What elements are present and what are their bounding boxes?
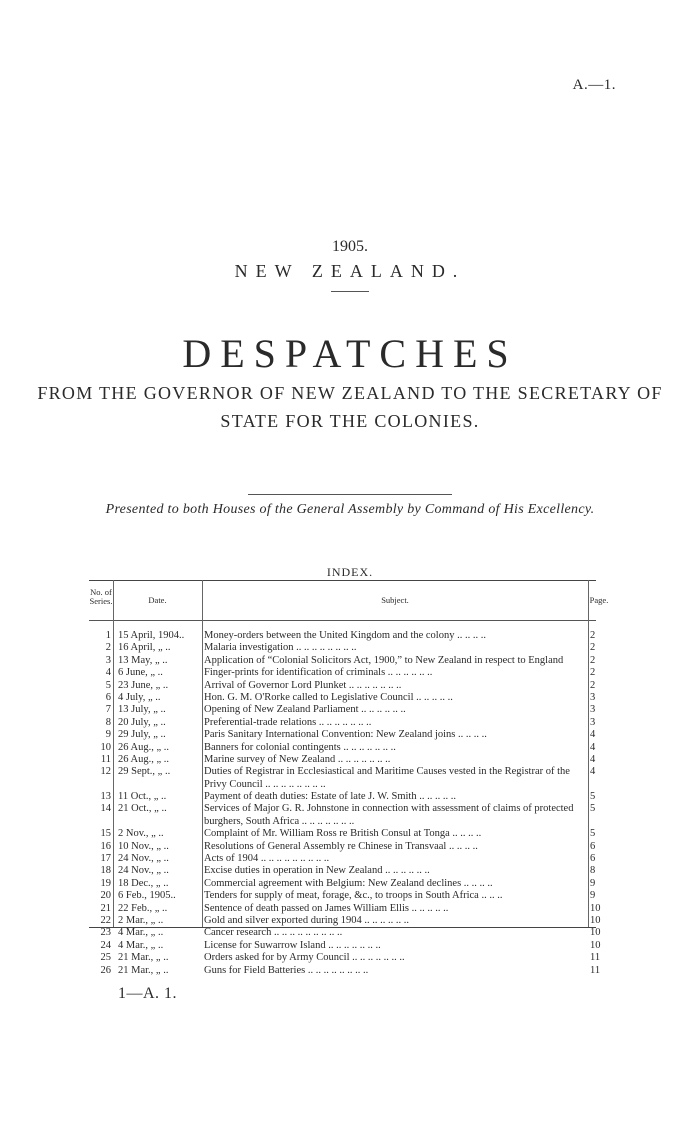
row-page: 3: [590, 704, 596, 716]
row-page: 4: [590, 766, 596, 778]
row-date: 21 Oct., „ ..: [118, 803, 167, 815]
table-header-rule: [89, 620, 596, 621]
row-page: 2: [590, 630, 596, 641]
row-date: 24 Nov., „ ..: [118, 853, 169, 865]
table-row: [89, 878, 596, 890]
row-page: 10: [590, 902, 601, 914]
table-row: [89, 630, 596, 642]
row-subject: Guns for Field Batteries .. .. .. .. .. .. .. ..: [204, 964, 369, 976]
column-header-date: Date.: [148, 595, 167, 605]
row-page: 2: [590, 654, 596, 666]
row-date: 22 Feb., „ ..: [118, 902, 168, 914]
table-row: [89, 692, 596, 704]
row-subject: Paris Sanitary International Convention: New Zealand joins .. .. .. ..: [204, 729, 487, 741]
row-subject: Payment of death duties: Estate of late J. W. Smith .. .. .. .. ..: [204, 791, 456, 803]
table-row: [89, 964, 601, 977]
table-top-rule: [89, 580, 596, 581]
subtitle-line-1: FROM THE GOVERNOR OF NEW ZEALAND TO THE SECRETARY OF: [37, 383, 663, 403]
row-date: 23 June, „ ..: [118, 679, 169, 691]
table-row: [89, 717, 596, 729]
row-date: 10 Nov., „ ..: [118, 840, 169, 852]
row-number: 19: [100, 877, 111, 889]
row-page: 6: [590, 853, 596, 865]
row-subject: Marine survey of New Zealand .. .. .. .. .. .. ..: [204, 753, 391, 765]
row-number: 22: [100, 915, 111, 927]
short-divider: [331, 291, 369, 292]
row-date: 4 Mar., „ ..: [118, 939, 164, 951]
row-number: 21: [100, 902, 111, 914]
row-date: 21 Mar., „ ..: [118, 952, 169, 964]
document-reference: A.—1.: [572, 77, 616, 93]
row-date: 15 April, 1904..: [118, 630, 185, 641]
row-subject: Sentence of death passed on James William Ellis .. .. .. .. ..: [204, 902, 449, 914]
row-number: 3: [105, 654, 111, 666]
row-number: 4: [105, 667, 111, 679]
row-subject: Tenders for supply of meat, forage, &c., to troops in South Africa .. .. ..: [204, 890, 503, 902]
row-page: 2: [590, 679, 596, 691]
row-number: 12: [100, 766, 111, 778]
row-subject: Gold and silver exported during 1904 .. .. .. .. .. ..: [204, 915, 410, 927]
row-page: 11: [590, 952, 601, 964]
row-subject: Hon. G. M. O'Rorke called to Legislative Council .. .. .. .. ..: [204, 691, 453, 703]
row-page: 5: [590, 828, 596, 840]
table-row: [89, 680, 596, 692]
row-number: 20: [100, 890, 111, 902]
table-row: [89, 939, 601, 952]
index-rows: [89, 630, 601, 977]
index-heading: INDEX.: [326, 565, 374, 579]
row-page: 9: [590, 877, 596, 889]
row-date: 24 Nov., „ ..: [118, 865, 169, 877]
table-row: [89, 927, 601, 939]
row-subject: Commercial agreement with Belgium: New Zealand declines .. .. .. ..: [204, 877, 493, 889]
row-number: 10: [100, 741, 111, 753]
row-subject: Banners for colonial contingents .. .. .. .. .. .. ..: [204, 741, 396, 753]
row-subject: Orders asked for by Army Council .. .. .. .. .. .. ..: [204, 952, 405, 964]
row-date: 2 Mar., „ ..: [118, 915, 164, 927]
row-date: 29 July, „ ..: [118, 729, 166, 741]
row-number: 16: [100, 840, 111, 852]
row-number: 1: [105, 630, 111, 641]
row-date: 11 Oct., „ ..: [118, 791, 167, 803]
row-page: 10: [590, 915, 601, 927]
row-page: 5: [590, 791, 596, 803]
row-subject: Money-orders between the United Kingdom and the colony .. .. .. ..: [204, 630, 486, 641]
row-date: 16 April, „ ..: [118, 642, 171, 654]
row-date: 29 Sept., „ ..: [118, 766, 171, 778]
table-row: [89, 655, 596, 667]
subtitle-line-2: STATE FOR THE COLONIES.: [220, 411, 480, 431]
year: 1905.: [332, 238, 368, 255]
table-row: [89, 791, 596, 803]
table-row: [89, 841, 596, 853]
row-number: 6: [105, 691, 111, 703]
row-page: 5: [590, 803, 596, 815]
table-row: [89, 915, 601, 927]
row-number: 23: [100, 927, 111, 939]
row-subject: Application of “Colonial Solicitors Act, 1900,” to New Zealand in respect to England: [204, 654, 564, 666]
row-subject: Services of Major G. R. Johnstone in connection with assessment of claims of protected burghers, South Africa .. .. .. .. .. .. ..: [204, 803, 574, 827]
table-row: [89, 754, 596, 766]
table-row: [89, 890, 596, 902]
row-subject: Opening of New Zealand Parliament .. .. .. .. .. ..: [204, 704, 406, 716]
row-page: 6: [590, 840, 596, 852]
table-row: [89, 865, 596, 877]
row-date: 20 July, „ ..: [118, 716, 166, 728]
table-row: [89, 766, 596, 791]
column-header-no: No. of Series.: [89, 587, 113, 606]
row-page: 3: [590, 716, 596, 728]
table-row: [89, 803, 596, 828]
footer-reference: 1—A. 1.: [118, 985, 178, 1002]
row-number: 2: [105, 642, 111, 654]
row-number: 7: [105, 704, 111, 716]
row-page: 2: [590, 667, 596, 679]
row-date: 13 July, „ ..: [118, 704, 166, 716]
row-number: 17: [100, 853, 111, 865]
row-number: 24: [100, 939, 111, 951]
index-table: [89, 580, 609, 976]
row-date: 21 Mar., „ ..: [118, 964, 169, 976]
row-number: 8: [105, 716, 111, 728]
row-subject: Acts of 1904 .. .. .. .. .. .. .. .. ..: [204, 853, 330, 865]
row-subject: Finger-prints for identification of criminals .. .. .. .. .. ..: [204, 667, 433, 679]
row-date: 6 June, „ ..: [118, 667, 163, 679]
presented-line: Presented to both Houses of the General Assembly by Command of His Excellency.: [105, 502, 595, 517]
row-subject: Preferential-trade relations .. .. .. .. .. .. ..: [204, 716, 372, 728]
row-number: 14: [100, 803, 111, 815]
row-number: 15: [100, 828, 111, 840]
table-row: [89, 828, 596, 840]
row-page: 8: [590, 865, 596, 877]
row-number: 5: [105, 679, 111, 691]
row-page: 4: [590, 729, 596, 741]
row-number: 9: [105, 729, 111, 741]
row-page: 11: [590, 964, 601, 976]
table-row: [89, 642, 596, 654]
row-number: 18: [100, 865, 111, 877]
table-row: [89, 667, 596, 679]
column-header-subject: Subject.: [381, 595, 409, 605]
row-date: 4 July, „ ..: [118, 691, 161, 703]
row-subject: Resolutions of General Assembly re Chinese in Transvaal .. .. .. ..: [204, 840, 478, 852]
table-row: [89, 853, 596, 865]
row-page: 10: [590, 939, 601, 951]
row-date: 26 Aug., „ ..: [118, 741, 170, 753]
row-subject: Duties of Registrar in Ecclesiastical and Maritime Causes vested in the Registrar of the Privy Council .. .. .. .. .. .. .. ..: [204, 766, 570, 790]
row-date: 4 Mar., „ ..: [118, 927, 164, 939]
row-page: 3: [590, 691, 596, 703]
long-divider: [248, 494, 452, 495]
row-page: 4: [590, 741, 596, 753]
document-title: DESPATCHES: [182, 331, 518, 376]
row-subject: Excise duties in operation in New Zealand .. .. .. .. .. ..: [204, 865, 430, 877]
row-date: 6 Feb., 1905..: [118, 890, 176, 902]
country: NEW ZEALAND.: [234, 261, 466, 281]
table-row: [89, 704, 596, 716]
row-page: 9: [590, 890, 596, 902]
table-row: [89, 729, 596, 741]
column-header-page: Page.: [589, 595, 609, 605]
row-page: 4: [590, 753, 596, 765]
row-subject: License for Suwarrow Island .. .. .. .. .. .. ..: [204, 939, 381, 951]
row-date: 18 Dec., „ ..: [118, 877, 169, 889]
row-number: 26: [100, 964, 111, 976]
row-subject: Arrival of Governor Lord Plunket .. .. .. .. .. .. ..: [204, 679, 402, 691]
table-row: [89, 902, 601, 915]
row-date: 26 Aug., „ ..: [118, 753, 170, 765]
table-row: [89, 742, 596, 754]
row-date: 13 May, „ ..: [118, 654, 168, 666]
row-subject: Cancer research .. .. .. .. .. .. .. .. ..: [204, 927, 343, 939]
row-page: 10: [590, 927, 601, 939]
row-page: 2: [590, 642, 596, 654]
row-subject: Complaint of Mr. William Ross re British Consul at Tonga .. .. .. ..: [204, 828, 482, 840]
row-number: 25: [100, 952, 111, 964]
table-row: [89, 952, 601, 964]
row-subject: Malaria investigation .. .. .. .. .. .. .. ..: [204, 642, 357, 654]
row-number: 13: [100, 791, 111, 803]
row-number: 11: [100, 753, 111, 765]
row-date: 2 Nov., „ ..: [118, 828, 164, 840]
